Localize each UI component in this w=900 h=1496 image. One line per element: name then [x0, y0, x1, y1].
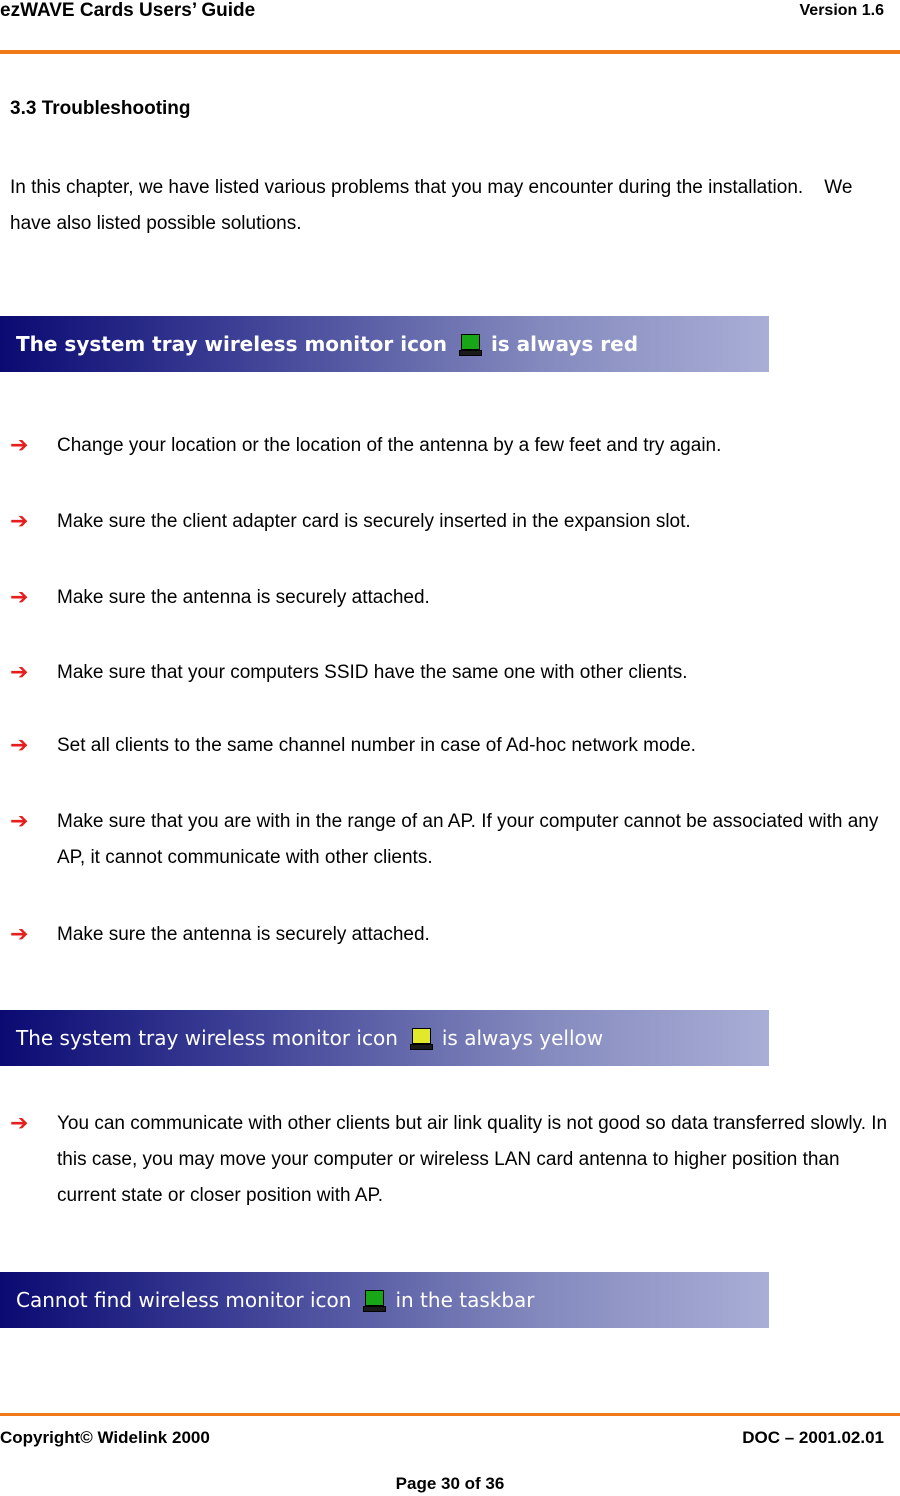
green-monitor-icon	[459, 333, 481, 355]
arrow-icon: ➔	[10, 509, 29, 534]
banner-text-before: The system tray wireless monitor icon	[16, 332, 447, 356]
list-item-text: Set all clients to the same channel number in case of Ad-hoc network mode.	[57, 735, 696, 756]
banner-cannot-find-icon	[0, 1272, 769, 1328]
arrow-icon: ➔	[10, 922, 29, 947]
banner-icon-always-red	[0, 316, 769, 372]
list-item-text: Make sure the client adapter card is securely inserted in the expansion slot.	[57, 511, 691, 532]
copyright-label: Copyright© Widelink 2000	[0, 1428, 210, 1447]
doc-number-label: DOC – 2001.02.01	[742, 1428, 884, 1447]
banner-text-before: The system tray wireless monitor icon	[16, 1026, 398, 1050]
arrow-icon: ➔	[10, 433, 29, 458]
page-number-label: Page 30 of 36	[395, 1474, 505, 1493]
footer-divider	[0, 1413, 900, 1416]
intro-paragraph: In this chapter, we have listed various problems that you may encounter during the installation. We have also listed possible solutions.	[10, 177, 853, 234]
document-title: ezWAVE Cards Users’ Guide	[0, 0, 256, 21]
header-divider	[0, 50, 900, 54]
arrow-icon: ➔	[10, 585, 29, 610]
arrow-icon: ➔	[10, 660, 29, 685]
banner-text-after: is always yellow	[441, 1026, 604, 1050]
section-title: 3.3 Troubleshooting	[10, 98, 191, 119]
yellow-monitor-icon	[410, 1027, 432, 1049]
banner-text-after: in the taskbar	[395, 1288, 535, 1312]
list-item-text: You can communicate with other clients but air link quality is not good so data transferred slowly. In this case, you may move your computer or wireless LAN card antenna to higher position than current state or closer position with AP.	[57, 1113, 888, 1206]
green-monitor-icon	[363, 1289, 385, 1311]
banner-text-before: Cannot find wireless monitor icon	[16, 1288, 352, 1312]
arrow-icon: ➔	[10, 1111, 29, 1136]
list-item-text: Make sure the antenna is securely attached.	[57, 587, 430, 608]
arrow-icon: ➔	[10, 733, 29, 758]
list-item-text: Make sure that your computers SSID have the same one with other clients.	[57, 662, 688, 683]
version-label: Version 1.6	[799, 2, 884, 19]
list-item-text: Make sure that you are with in the range of an AP. If your computer cannot be associated with any AP, it cannot communicate with other clients.	[57, 811, 879, 868]
list-item-text: Make sure the antenna is securely attached.	[57, 924, 430, 945]
banner-text-after: is always red	[490, 332, 639, 356]
arrow-icon: ➔	[10, 809, 29, 834]
banner-icon-always-yellow	[0, 1010, 769, 1066]
list-item-text: Change your location or the location of the antenna by a few feet and try again.	[57, 435, 722, 456]
